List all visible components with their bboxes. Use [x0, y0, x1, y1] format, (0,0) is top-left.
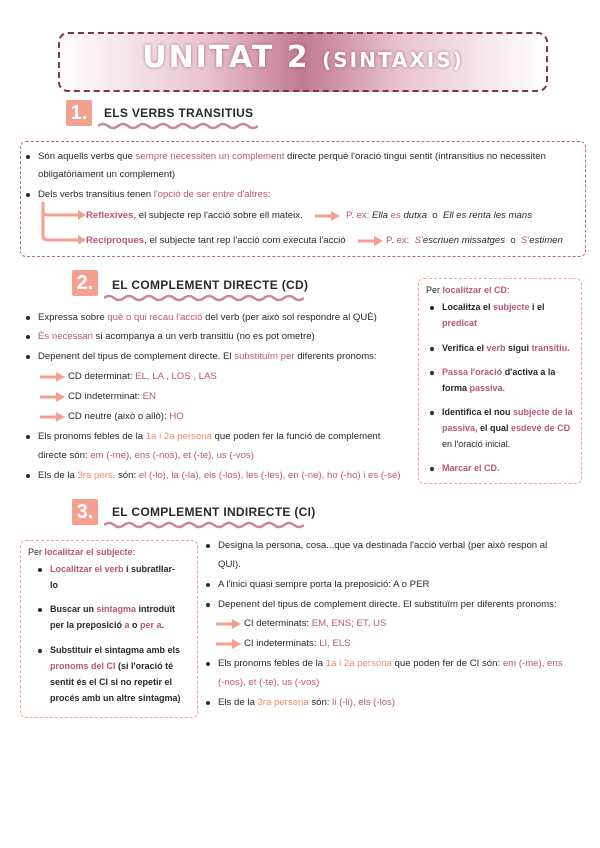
s1-bullet-2: Dels verbs transitius tenen l'opció de ser entre d'altres:	[38, 186, 270, 204]
s1-reflexives-example: P. ex: Ella es dutxa o Ell es renta les mans	[346, 210, 532, 221]
page-title	[60, 40, 546, 75]
title-banner	[58, 32, 548, 92]
s3-ci-determinats: CI determinats: EM, ENS; ET, US	[244, 618, 387, 629]
ci-box-heading: Per localitzar el subjecte:	[28, 547, 136, 557]
cd-box-item-2: Verifica el verb sigui transitiu.	[442, 340, 570, 358]
s3-bullet-4-cont: (-nos), et (-te), us (-vos)	[218, 677, 320, 688]
s1-reciproques-example: P. ex: S'escriuen missatges o S'estimen	[386, 235, 563, 246]
s2-cd-indeterminat: CD indeterminat: EN	[68, 391, 156, 402]
arrow-icon	[40, 391, 66, 403]
section-2-underline	[104, 294, 304, 302]
cd-box-item-3: Passa l'oració d'activa a la	[442, 364, 555, 382]
cd-box-item-3-cont: forma passiva.	[442, 383, 506, 393]
s2-cd-determinat: CD determinat: EL, LA , LOS , LAS	[68, 371, 217, 382]
s3-bullet-1: Designa la persona, cosa...que va destinada l'acció verbal (per això respon al	[218, 537, 547, 555]
s1-reciproques: Recíproques, el subjecte tant rep l'acció com executa l'acció	[86, 235, 346, 246]
arrow-icon	[315, 210, 341, 222]
cd-box-item-5: Marcar el CD.	[442, 460, 500, 478]
section-2-number: 2.	[72, 270, 98, 296]
s2-bullet-2: És necessari si acompanya a un verb transitiu (no es pot ometre)	[38, 328, 315, 346]
arrow-icon	[216, 618, 242, 630]
cd-box-item-4-cont: passiva, el qual esdevé de CD	[442, 423, 571, 433]
ci-box-item-3-cont2: sentit és el CI si no repetir el	[50, 677, 173, 687]
s2-bullet-4: Els pronoms febles de la 1a i 2a persona que poden fer la funció de complement	[38, 428, 380, 446]
ci-box-item-2-cont: per la preposició a o per a.	[50, 620, 165, 630]
cd-box-item-4: Identifica el nou subjecte de la	[442, 404, 573, 422]
s3-bullet-3: Depenent del tipus de complement directe. El substituïm per diferents pronoms:	[218, 596, 557, 614]
section-1-number: 1.	[66, 100, 92, 126]
arrow-icon	[40, 411, 66, 423]
section-3-underline	[104, 521, 304, 529]
ci-box-item-3-cont: pronoms del CI (si l'oració té	[50, 661, 174, 671]
s3-bullet-1-cont: QUI).	[218, 559, 241, 570]
ci-box-item-2: Buscar un sintagma introduït	[50, 601, 175, 619]
cd-box-item-1: Localitza el subjecte i el	[442, 299, 545, 317]
title-main: UNITAT 2	[142, 40, 310, 75]
s1-reflexives: Reflexives, el subjecte rep l'acció sobre ell mateix.	[86, 210, 303, 221]
section-3-number: 3.	[72, 499, 98, 525]
s1-branch-connector	[40, 202, 88, 244]
ci-box-item-3-cont3: procés amb un altre sintagma)	[50, 693, 181, 703]
s3-bullet-2: A l'inici quasi sempre porta la preposició: A o PER	[218, 576, 429, 594]
s3-ci-indeterminats: CI indeterminats: LI, ELS	[244, 638, 351, 649]
s1-bullet-1: Són aquells verbs que sempre necessiten un complement directe perquè l'oració tingui sentit (intransitius no necessiten	[38, 148, 546, 166]
s3-bullet-4: Els pronoms febles de la 1a i 2a persona que poden fer de CI són: em (-me), ens	[218, 655, 563, 673]
s2-bullet-1: Expressa sobre què o qui recau l'acció del verb (per això sol respondre al QUÈ)	[38, 309, 377, 327]
section-2-heading: EL COMPLEMENT DIRECTE (CD)	[112, 278, 309, 292]
arrow-icon	[40, 371, 66, 383]
s1-bullet-1-cont: obligatòriament un complement)	[38, 169, 176, 180]
cd-box-heading: Per localitzar el CD:	[426, 285, 510, 295]
section-1-heading: ELS VERBS TRANSITIUS	[104, 106, 254, 120]
ci-box-item-1: Localitzar el verb i subratllar-	[50, 561, 175, 579]
s2-bullet-5: Els de la 3ra pers. són: el (-lo), la (-la), els (-los), les (-les), en (-ne), ho (-ho) i es (-se)	[38, 467, 401, 485]
section-3-heading: EL COMPLEMENT INDIRECTE (CI)	[112, 505, 316, 519]
cd-box-item-1-cont: predicat	[442, 318, 478, 328]
s2-bullet-4-cont: directe són: em (-me), ens (-nos), et (-te), us (-vos)	[38, 450, 254, 461]
s3-bullet-5: Els de la 3ra persona són: li (-li), els (-los)	[218, 694, 395, 712]
section-1-underline	[98, 122, 258, 130]
title-sub: (SINTAXIS)	[322, 48, 464, 72]
ci-box-item-3: Substituir el sintagma amb els	[50, 642, 180, 660]
s2-cd-neutre: CD neutre (això o allò): HO	[68, 411, 184, 422]
cd-box-item-4-cont2: en l'oració inicial.	[442, 439, 511, 449]
s2-bullet-3: Depenent del tipus de complement directe. El substituïm per diferents pronoms:	[38, 348, 377, 366]
arrow-icon	[216, 638, 242, 650]
ci-box-item-1-cont: lo	[50, 580, 58, 590]
arrow-icon	[358, 235, 384, 247]
